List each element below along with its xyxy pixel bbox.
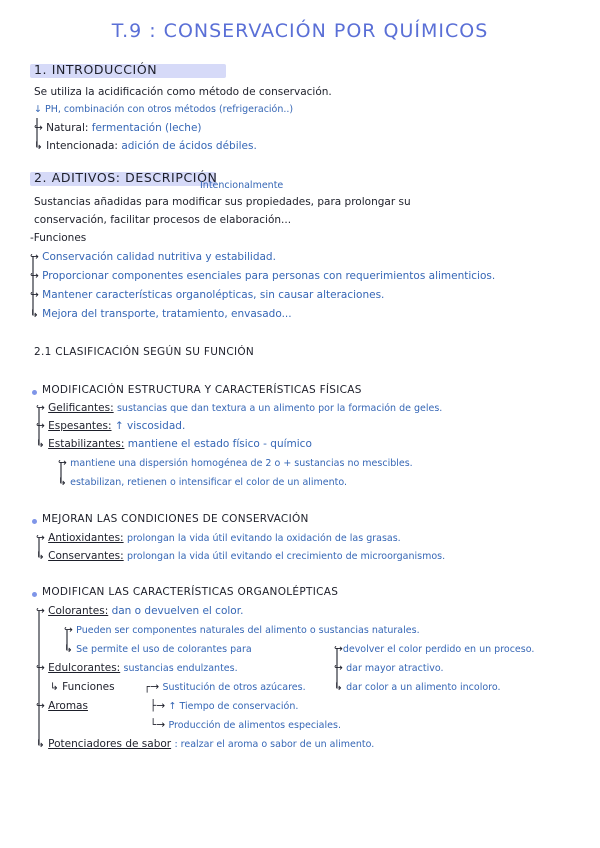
branch-arrow-icon: ↪ xyxy=(30,289,43,301)
conservantes-label: Conservantes: xyxy=(48,550,124,562)
branch-arrow-icon: ↳ xyxy=(334,681,347,693)
branch-arrow-icon: ├→ xyxy=(150,700,169,712)
branch-arrow-icon: ↳ xyxy=(34,140,47,152)
page-title: T.9 : CONSERVACIÓN POR QUÍMICOS xyxy=(111,20,489,42)
branch-arrow-icon: ↳ xyxy=(30,308,43,320)
branch-arrow-icon: ↪ xyxy=(30,251,43,263)
colorantes-purpose: ↪ dar mayor atractivo. xyxy=(334,662,444,674)
aditivos-note: Intencionalmente xyxy=(200,180,284,191)
group-title-estructura: MODIFICACIÓN ESTRUCTURA Y CARACTERÍSTICAS FÍSICAS xyxy=(42,384,362,396)
funcion-edulcorante: └→ Producción de alimentos especiales. xyxy=(150,719,341,731)
branch-arrow-icon: ↪ xyxy=(64,624,77,636)
branch-arrow-icon: ┌→ xyxy=(144,681,163,693)
funciones-sub-label: Funciones xyxy=(62,681,115,693)
branch-arrow-icon: ↪ xyxy=(36,402,49,414)
edulcorantes-label: Edulcorantes: xyxy=(48,662,121,674)
branch-arrow-icon: ↪ xyxy=(34,122,47,134)
espesantes-label: Espesantes: xyxy=(48,420,112,432)
branch-arrow-icon: ↳ xyxy=(50,681,63,693)
branch-arrow-icon: ↪ xyxy=(36,532,49,544)
funcion-edulcorante: ├→ ↑ Tiempo de conservación. xyxy=(150,700,299,712)
intro-line-2: ↓ PH, combinación con otros métodos (refrigeración..) xyxy=(34,104,294,115)
edulcorantes-text: sustancias endulzantes. xyxy=(123,663,238,674)
section-heading-introduccion: 1. INTRODUCCIÓN xyxy=(34,62,158,77)
colorantes-label: Colorantes: xyxy=(48,605,109,617)
branch-arrow-icon: ↪ xyxy=(36,662,49,674)
aromas-label: Aromas xyxy=(48,700,88,712)
natural-text: fermentación (leche) xyxy=(91,122,202,134)
colorantes-purpose: ↳ dar color a un alimento incoloro. xyxy=(334,681,501,693)
potenciadores-label: Potenciadores de sabor xyxy=(48,738,172,750)
branch-arrow-icon: ↪ xyxy=(334,662,347,674)
branch-arrow-icon: ↳ xyxy=(36,738,49,750)
branch-arrow-icon: ↳ xyxy=(58,476,71,488)
intro-line-1: Se utiliza la acidificación como método de conservación. xyxy=(34,86,332,98)
funcion-item: ↪ Proporcionar componentes esenciales para personas con requerimientos alimenticios. xyxy=(30,270,496,282)
estabilizantes-sub-item: ↳ estabilizan, retienen o intensificar el color de un alimento. xyxy=(58,476,348,488)
colorantes-purpose: ↪devolver el color perdido en un proceso. xyxy=(334,643,535,655)
aditivos-line-2: conservación, facilitar procesos de elaboración... xyxy=(34,214,292,226)
estabilizantes-label: Estabilizantes: xyxy=(48,438,125,450)
antioxidantes-label: Antioxidantes: xyxy=(48,532,124,544)
branch-arrow-icon: ↳ xyxy=(64,643,77,655)
funciones-label: -Funciones xyxy=(30,232,87,244)
colorantes-sub-item: ↳ Se permite el uso de colorantes para xyxy=(64,643,252,655)
section-heading-aditivos: 2. ADITIVOS: DESCRIPCIÓN xyxy=(34,170,218,185)
colorantes-sub-item: ↪ Pueden ser componentes naturales del alimento o sustancias naturales. xyxy=(64,624,420,636)
group-title-organolepticas: MODIFICAN LAS CARACTERÍSTICAS ORGANOLÉPTICAS xyxy=(42,586,339,598)
branch-arrow-icon: ↳ xyxy=(36,550,49,562)
estabilizantes-text: mantiene el estado físico - químico xyxy=(127,438,312,450)
branch-arrow-icon: ↪ xyxy=(36,700,49,712)
branch-arrow-icon: ↪ xyxy=(334,643,343,655)
group-title-conservacion: MEJORAN LAS CONDICIONES DE CONSERVACIÓN xyxy=(42,513,309,525)
funcion-item: ↪ Conservación calidad nutritiva y estabilidad. xyxy=(30,251,276,263)
branch-arrow-icon: ↪ xyxy=(36,420,49,432)
branch-arrow-icon: ↳ xyxy=(36,438,49,450)
colorantes-text: dan o devuelven el color. xyxy=(111,605,244,617)
intencionada-label: Intencionada: xyxy=(46,140,118,152)
espesantes-text: ↑ viscosidad. xyxy=(114,420,186,432)
branch-arrow-icon: ↪ xyxy=(30,270,43,282)
funcion-item: ↪ Mantener características organolépticas, sin causar alteraciones. xyxy=(30,289,385,301)
antioxidantes-text: prolongan la vida útil evitando la oxidación de las grasas. xyxy=(126,533,401,544)
branch-arrow-icon: └→ xyxy=(150,719,169,731)
estabilizantes-sub-item: ↪ mantiene una dispersión homogénea de 2 o + sustancias no mescibles. xyxy=(58,457,413,469)
natural-label: Natural: xyxy=(46,122,89,134)
branch-arrow-icon: ↪ xyxy=(58,457,71,469)
gelificantes-label: Gelificantes: xyxy=(48,402,114,414)
intencionada-text: adición de ácidos débiles. xyxy=(121,140,257,152)
aditivos-line-1: Sustancias añadidas para modificar sus propiedades, para prolongar su xyxy=(34,196,411,208)
potenciadores-text: : realzar el aroma o sabor de un alimento. xyxy=(174,739,375,750)
conservantes-text: prolongan la vida útil evitando el crecimiento de microorganismos. xyxy=(127,551,446,562)
branch-arrow-icon: ↪ xyxy=(36,605,49,617)
section-heading-clasificacion: 2.1 CLASIFICACIÓN SEGÚN SU FUNCIÓN xyxy=(34,346,255,358)
funcion-item: ↳ Mejora del transporte, tratamiento, envasado... xyxy=(30,308,292,320)
gelificantes-text: sustancias que dan textura a un alimento por la formación de geles. xyxy=(116,403,443,414)
funcion-edulcorante: ┌→ Sustitución de otros azúcares. xyxy=(144,681,306,693)
